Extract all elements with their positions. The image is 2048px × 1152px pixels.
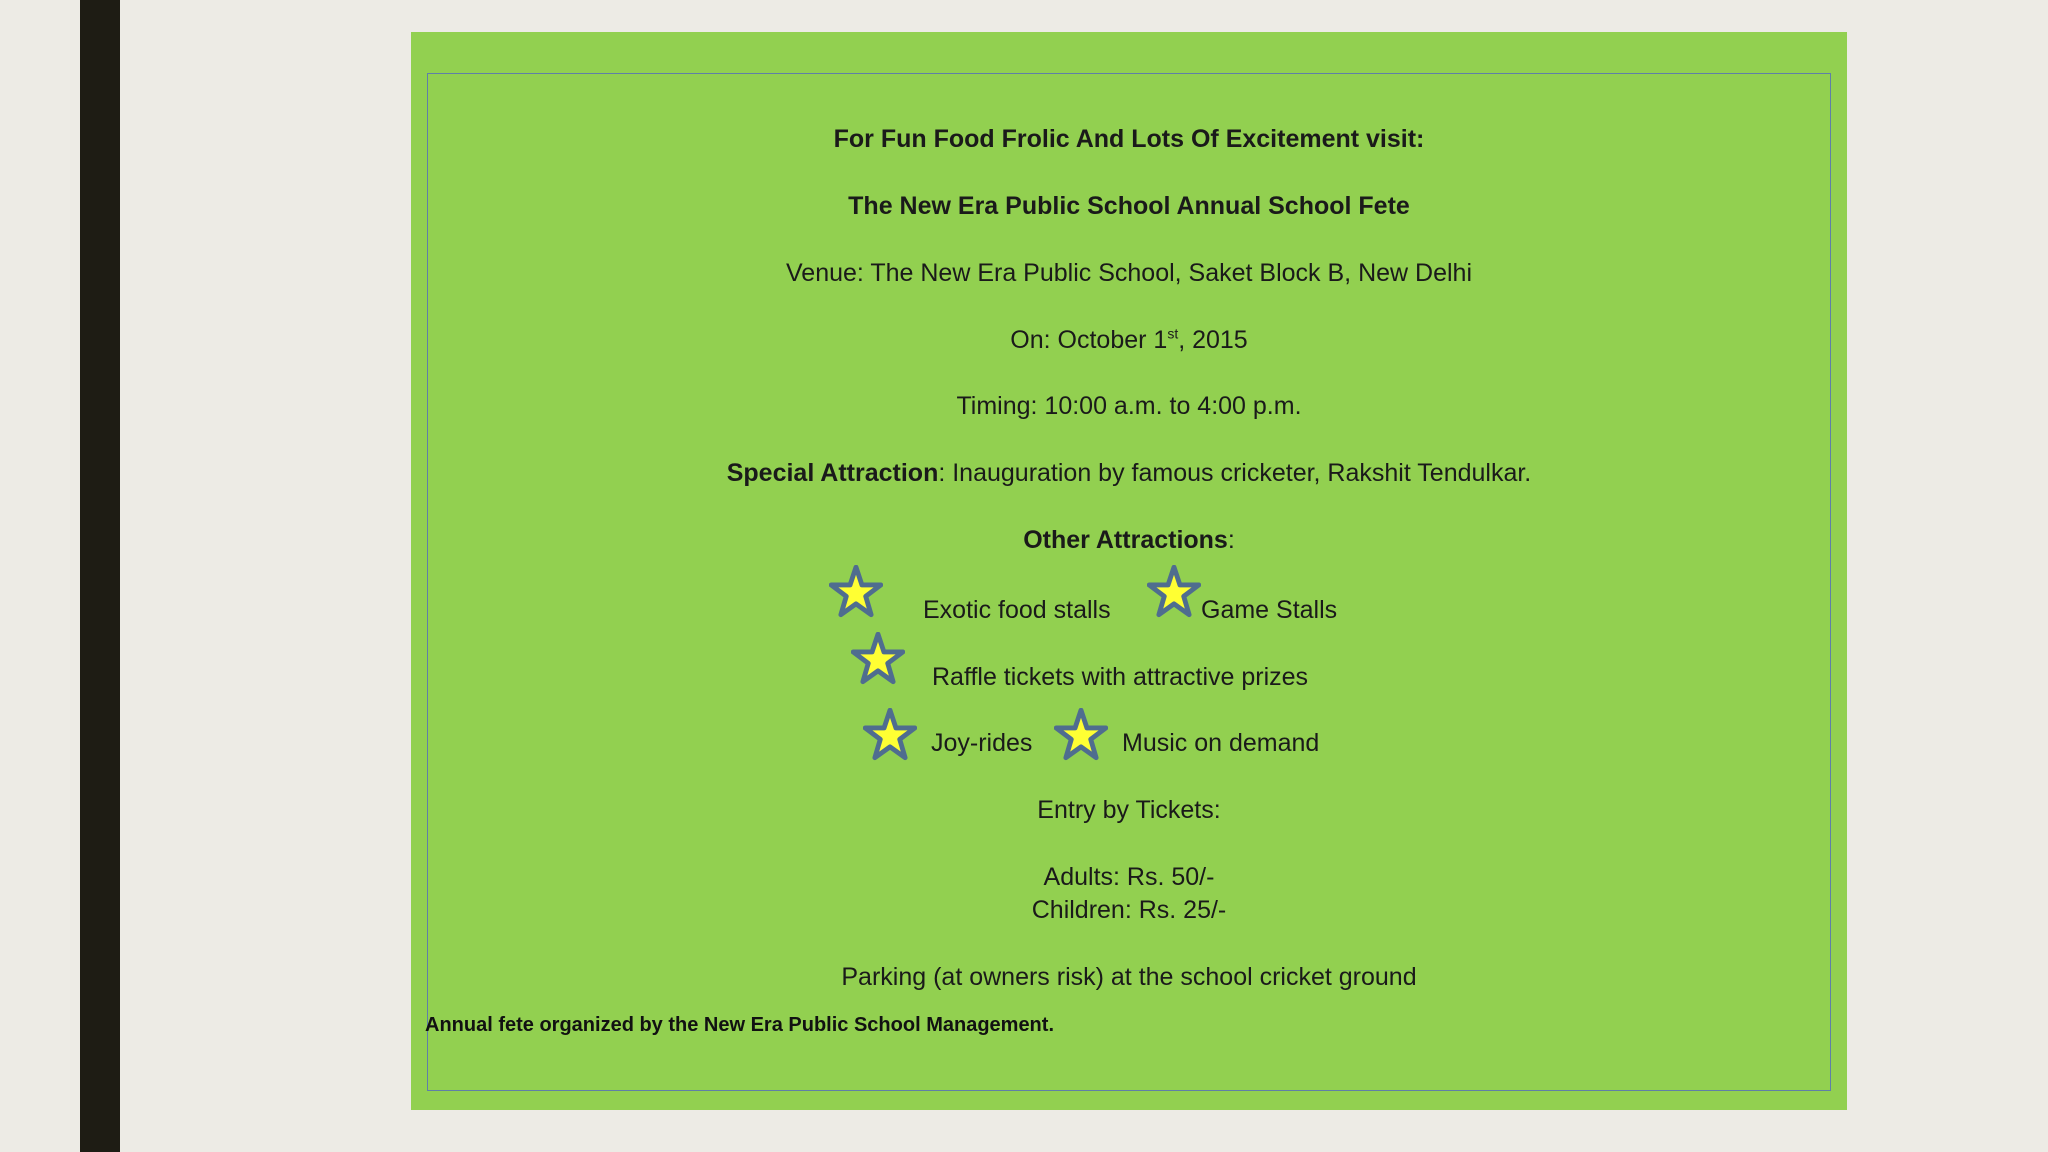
event-title: The New Era Public School Annual School Fete bbox=[848, 192, 1410, 220]
organizer-footer: Annual fete organized by the New Era Public School Management. bbox=[425, 1014, 1054, 1036]
star-icon bbox=[1147, 565, 1201, 619]
star-icon bbox=[829, 565, 883, 619]
adults-price: Adults: Rs. 50/- bbox=[1043, 863, 1215, 891]
fete-poster bbox=[411, 32, 1847, 1110]
star-icon bbox=[863, 708, 917, 762]
poster-heading: For Fun Food Frolic And Lots Of Excitement visit: bbox=[833, 125, 1425, 153]
children-price: Children: Rs. 25/- bbox=[1031, 896, 1227, 924]
poster-border bbox=[427, 73, 1831, 1091]
special-attraction-label: Special Attraction bbox=[726, 459, 939, 487]
attraction-music: Music on demand bbox=[1122, 729, 1320, 757]
parking-line: Parking (at owners risk) at the school cricket ground bbox=[841, 963, 1417, 991]
special-attraction-line bbox=[411, 458, 1847, 488]
timing-line: Timing: 10:00 a.m. to 4:00 p.m. bbox=[956, 392, 1302, 420]
special-attraction-text: : Inauguration by famous cricketer, Rakshit Tendulkar. bbox=[938, 459, 1532, 487]
other-attractions-label: Other Attractions bbox=[1023, 526, 1228, 554]
date-prefix: On: October 1 bbox=[1010, 326, 1168, 354]
other-attractions-colon: : bbox=[1227, 526, 1235, 554]
date-line bbox=[411, 325, 1847, 355]
attraction-raffle: Raffle tickets with attractive prizes bbox=[932, 663, 1309, 691]
date-suffix: , 2015 bbox=[1178, 326, 1248, 354]
attraction-game-stalls: Game Stalls bbox=[1201, 596, 1338, 624]
star-icon bbox=[1054, 708, 1108, 762]
entry-heading: Entry by Tickets: bbox=[1037, 796, 1221, 824]
attraction-exotic-food: Exotic food stalls bbox=[923, 596, 1111, 624]
attraction-joy-rides: Joy-rides bbox=[931, 729, 1033, 757]
venue-line: Venue: The New Era Public School, Saket Block B, New Delhi bbox=[786, 259, 1472, 287]
other-attractions-line bbox=[411, 525, 1847, 555]
star-icon bbox=[851, 632, 905, 686]
date-superscript: st bbox=[1167, 325, 1179, 342]
slide-accent-bar bbox=[80, 0, 120, 1152]
